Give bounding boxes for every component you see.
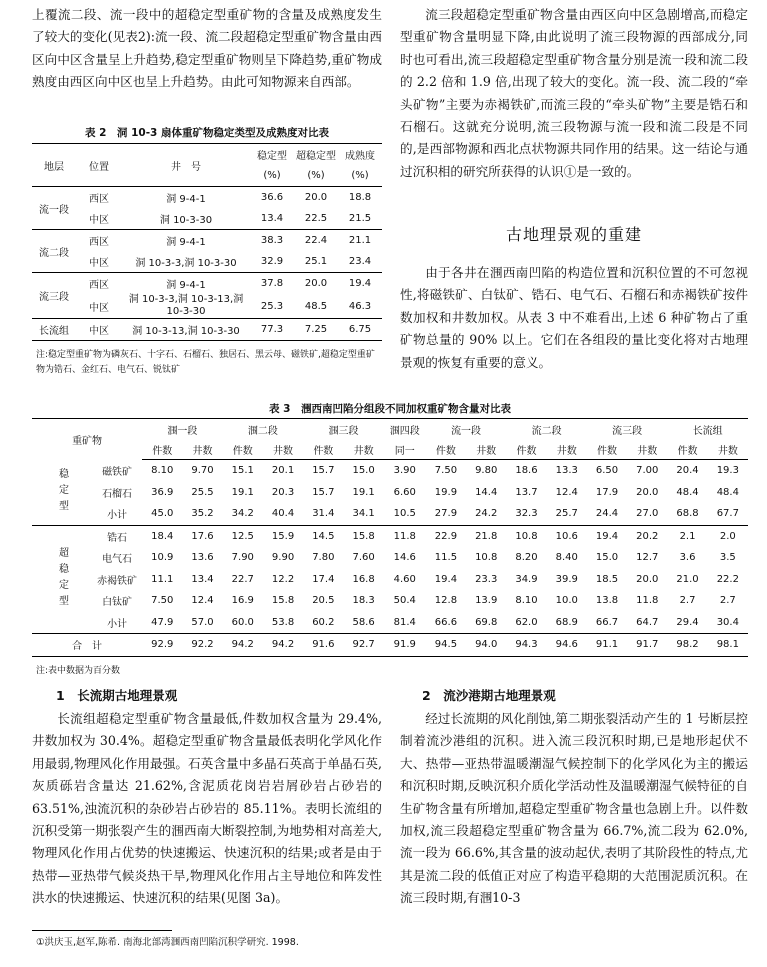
table-row xyxy=(32,482,748,504)
cell: 21.0 xyxy=(676,573,699,585)
cell: 27.0 xyxy=(636,508,659,520)
cell: 68.8 xyxy=(676,508,699,520)
table3-header: 重矿物 xyxy=(72,435,103,447)
table-row xyxy=(32,273,382,295)
cell: 6.75 xyxy=(338,319,382,341)
layer-cell: 长流组 xyxy=(32,319,76,341)
cell: 67.7 xyxy=(716,508,739,520)
cell: 洞 10-3-3,洞 10-3-30 xyxy=(135,258,237,269)
cell: 91.1 xyxy=(587,634,627,657)
table3-group-header: 流二段 xyxy=(531,425,562,437)
cell: 17.6 xyxy=(182,525,222,547)
cell: 12.2 xyxy=(271,573,295,585)
cell: 92.2 xyxy=(182,634,222,657)
table-row xyxy=(32,251,382,273)
cell: 23.4 xyxy=(348,256,372,267)
cell: 12.4 xyxy=(555,486,578,498)
cell: 17.4 xyxy=(312,573,335,585)
cell: 西区 xyxy=(76,230,122,252)
cell: 32.9 xyxy=(260,256,284,267)
cell: 20.1 xyxy=(271,465,295,477)
mineral-name: 赤褐铁矿 xyxy=(97,575,138,587)
cell: 15.8 xyxy=(271,595,295,607)
cell: 中区 xyxy=(89,215,109,226)
cell: 29.4 xyxy=(676,616,699,628)
cell: 18.4 xyxy=(142,525,182,547)
cell: 19.3 xyxy=(716,465,739,477)
cell: 81.4 xyxy=(393,616,416,628)
cell: 9.70 xyxy=(191,465,214,477)
cell: 8.40 xyxy=(555,552,578,564)
cell: 21.1 xyxy=(338,230,382,252)
cell: 13.4 xyxy=(260,213,284,224)
cell: 西区 xyxy=(76,187,122,209)
cell: 西区 xyxy=(76,273,122,295)
table3-type-label: 稳定型 xyxy=(56,468,68,516)
cell: 11.1 xyxy=(151,573,174,585)
section1-title: 1 长流期古地理景观 xyxy=(56,688,178,703)
mineral-name: 磁铁矿 xyxy=(102,467,133,478)
cell: 50.4 xyxy=(393,595,416,607)
cell: 16.9 xyxy=(231,595,254,607)
cell: 18.5 xyxy=(595,573,619,585)
cell: 2.1 xyxy=(667,525,707,547)
table3-group-header: 涠二段 xyxy=(247,425,278,437)
cell: 13.3 xyxy=(555,465,578,477)
table2-header: 井 号 xyxy=(171,161,201,173)
cell: 48.4 xyxy=(716,486,739,498)
cell: 98.1 xyxy=(708,634,748,657)
cell: 3.6 xyxy=(679,552,696,564)
table3-group-header: 长流组 xyxy=(692,425,723,437)
cell: 22.9 xyxy=(426,525,466,547)
cell: 19.4 xyxy=(434,573,458,585)
cell: 94.5 xyxy=(426,634,466,657)
cell: 66.6 xyxy=(434,616,458,628)
table-row xyxy=(32,547,748,569)
cell: 38.3 xyxy=(250,230,294,252)
section2-title: 2 流沙港期古地理景观 xyxy=(422,688,556,703)
right-mid-text xyxy=(400,262,748,374)
table3-subheader: 同一 xyxy=(384,439,426,460)
paragraph: 流三段超稳定型重矿物含量由西区向中区急剧增高,而稳定型重矿物含量明显下降,由此说明了流三段物源的西部成分,同时也可看出,流三段超稳定型重矿物含量分别是流一段和流二段的 2.2 倍和 1.9 倍,出现了较大的变化。流一段、流二段的“牵头矿物”主要为赤褐铁矿,而流三段的“牵头矿物”主要是锆石和石榴石。这就充分说明,流三段物源与流一段和流二段是不同的,是西部物源和西北点状物源共同作用的结果。这一结论与通过沉积相的研究所获得的认识①是一致的。 xyxy=(400,7,748,179)
table-row xyxy=(32,294,382,319)
cell: 94.6 xyxy=(547,634,587,657)
cell: 20.0 xyxy=(636,486,659,498)
table3-subheader: 井数 xyxy=(182,439,222,460)
table-row xyxy=(32,460,748,482)
table3-type-label: 超稳定型 xyxy=(32,525,92,634)
cell: 10.8 xyxy=(475,552,498,564)
cell: 4.60 xyxy=(393,573,416,585)
right-top-text xyxy=(400,4,748,183)
mineral-name: 白钛矿 xyxy=(102,597,133,609)
cell: 22.7 xyxy=(231,573,254,585)
table3-group-header: 涠四段 xyxy=(389,425,420,437)
cell: 7.25 xyxy=(294,319,338,341)
cell: 12.8 xyxy=(434,595,458,607)
mineral-name: 小计 xyxy=(107,618,128,630)
table3-subheader: 井数 xyxy=(708,439,748,460)
cell: 8.10 xyxy=(515,595,538,607)
table2-unit: (%) xyxy=(294,165,338,187)
cell: 洞 10-3-13,洞 10-3-30 xyxy=(122,319,250,341)
table2-caption: 表 2 洞 10-3 扇体重矿物稳定类型及成熟度对比表 xyxy=(84,127,330,139)
table3-subheader: 件数 xyxy=(506,439,546,460)
cell: 24.4 xyxy=(595,508,619,520)
cell: 22.2 xyxy=(716,573,739,585)
cell: 20.0 xyxy=(636,573,659,585)
mineral-name: 锆石 xyxy=(92,525,142,547)
table-row xyxy=(32,525,748,547)
cell: 11.5 xyxy=(434,552,458,564)
table-row xyxy=(32,319,382,341)
layer-cell: 流二段 xyxy=(32,230,76,273)
table-row xyxy=(32,503,748,525)
cell: 13.9 xyxy=(475,595,498,607)
table3-note: 注:表中数据为百分数 xyxy=(36,666,121,676)
cell: 45.0 xyxy=(151,508,174,520)
cell: 36.9 xyxy=(151,486,174,498)
cell: 7.60 xyxy=(352,552,375,564)
cell: 6.50 xyxy=(595,465,619,477)
mineral-name: 石榴石 xyxy=(102,488,133,500)
cell: 9.80 xyxy=(475,465,498,477)
cell: 7.50 xyxy=(434,465,458,477)
cell: 48.4 xyxy=(676,486,699,498)
cell: 11.8 xyxy=(384,525,426,547)
table3-subheader: 井数 xyxy=(263,439,303,460)
cell: 37.8 xyxy=(250,273,294,295)
cell: 98.2 xyxy=(667,634,707,657)
table3-subheader: 件数 xyxy=(142,439,182,460)
cell: 94.2 xyxy=(263,634,303,657)
cell: 10.9 xyxy=(151,552,174,564)
cell: 中区 xyxy=(89,258,109,269)
cell: 14.5 xyxy=(303,525,343,547)
cell: 7.00 xyxy=(636,465,659,477)
right-bottom-text xyxy=(400,708,748,910)
paragraph: 由于各井在涠西南凹陷的构造位置和沉积位置的不可忽视性,将磁铁矿、白钛矿、锆石、电气石、石榴石和赤褐铁矿按件数加权和井数加权。从表 3 中不难看出,上述 6 种矿物占了重矿物总量的 90% 以上。它们在各组段的量比变化将对古地理景观的恢复有重要的意义。 xyxy=(400,265,748,370)
paragraph: 经过长流期的风化削蚀,第二期张裂活动产生的 1 号断层控制着流沙港组的沉积。进入流三段沉积时期,已是地形起伏不大、热带—亚热带温暖潮湿气候控制下的化学风化为主的搬运和沉积时期,反映沉积介质化学活动性及温暖潮湿气候特征的自生矿物含量有所增加,超稳定型重矿物含量也急剧上升。以件数加权,流三段超稳定型重矿物含量为 66.7%,流二段为 62.0%,流一段为 66.6%,其含量的波动起伏,表明了其阶段性的特点,尤其是流二段的低值正对应了构造平稳期的大范围泥质沉积。在流三段时期,有涠10-3 xyxy=(400,711,748,906)
cell: 12.5 xyxy=(223,525,263,547)
cell: 19.9 xyxy=(434,486,458,498)
cell: 7.80 xyxy=(312,552,335,564)
cell: 18.3 xyxy=(352,595,375,607)
cell: 25.5 xyxy=(191,486,214,498)
table3-subheader: 件数 xyxy=(667,439,707,460)
table3-subheader: 井数 xyxy=(627,439,667,460)
table3-group-header: 流三段 xyxy=(612,425,643,437)
cell: 22.4 xyxy=(294,230,338,252)
left-bottom-text xyxy=(32,708,382,910)
cell: 48.5 xyxy=(304,300,328,312)
table3-subheader: 件数 xyxy=(426,439,466,460)
cell: 94.3 xyxy=(506,634,546,657)
cell: 10.5 xyxy=(393,508,416,520)
cell: 6.60 xyxy=(393,486,416,498)
cell: 24.2 xyxy=(475,508,498,520)
cell: 14.6 xyxy=(393,552,416,564)
cell: 20.3 xyxy=(271,486,295,498)
cell: 36.6 xyxy=(250,187,294,209)
table3-subheader: 井数 xyxy=(343,439,383,460)
cell: 12.7 xyxy=(636,552,659,564)
cell: 53.8 xyxy=(271,616,295,628)
cell: 94.0 xyxy=(466,634,506,657)
cell: 2.0 xyxy=(708,525,748,547)
cell: 10.6 xyxy=(547,525,587,547)
cell: 13.8 xyxy=(595,595,619,607)
cell: 77.3 xyxy=(250,319,294,341)
cell: 18.8 xyxy=(338,187,382,209)
layer-cell: 流三段 xyxy=(32,273,76,319)
cell: 15.7 xyxy=(312,486,335,498)
cell: 46.3 xyxy=(348,300,372,312)
cell: 19.1 xyxy=(352,486,375,498)
cell: 92.7 xyxy=(343,634,383,657)
table-row xyxy=(32,569,748,591)
cell: 15.7 xyxy=(312,465,335,477)
table-row xyxy=(32,590,748,612)
section-title: 古地理景观的重建 xyxy=(505,225,642,244)
table2-unit: (%) xyxy=(338,165,382,187)
cell: 18.6 xyxy=(515,465,538,477)
cell: 60.0 xyxy=(231,616,254,628)
cell: 30.4 xyxy=(716,616,739,628)
cell: 13.7 xyxy=(515,486,538,498)
cell: 25.1 xyxy=(304,256,328,267)
cell: 34.2 xyxy=(231,508,254,520)
table3-subheader: 件数 xyxy=(223,439,263,460)
cell: 32.3 xyxy=(515,508,538,520)
cell: 3.90 xyxy=(393,465,416,477)
cell: 39.9 xyxy=(555,573,578,585)
cell: 2.7 xyxy=(679,595,696,607)
paragraph: 上覆流二段、流一段中的超稳定型重矿物的含量及成熟度发生了较大的变化(见表2):流一段、流二段超稳定型重矿物含量由西区向中区含量呈上升趋势,稳定型重矿物则呈下降趋势,重矿物成熟度由西区向中区也呈上升趋势。由此可知物源来自西部。 xyxy=(32,7,382,90)
cell: 62.0 xyxy=(515,616,538,628)
cell: 25.3 xyxy=(260,300,284,312)
cell: 19.4 xyxy=(587,525,627,547)
cell: 58.6 xyxy=(352,616,375,628)
cell: 7.50 xyxy=(151,595,174,607)
cell: 25.7 xyxy=(555,508,578,520)
cell: 8.10 xyxy=(151,465,174,477)
cell: 洞 10-3-3,洞 10-3-13,洞 10-3-30 xyxy=(128,294,244,317)
cell: 34.1 xyxy=(352,508,375,520)
cell: 17.9 xyxy=(595,486,619,498)
cell: 洞 9-4-1 xyxy=(122,187,250,209)
table2-note: 注:稳定型重矿物为磷灰石、十字石、石榴石、独居石、黑云母、磁铁矿,超稳定型重矿物为锆石、金红石、电气石、锐钛矿 xyxy=(36,350,375,375)
cell: 15.8 xyxy=(343,525,383,547)
cell: 60.2 xyxy=(312,616,335,628)
cell: 14.4 xyxy=(475,486,498,498)
cell: 9.90 xyxy=(271,552,295,564)
table3-group-header: 涠三段 xyxy=(328,425,359,437)
cell: 64.7 xyxy=(636,616,659,628)
cell: 洞 9-4-1 xyxy=(122,230,250,252)
cell: 47.9 xyxy=(151,616,174,628)
table2-unit: (%) xyxy=(250,165,294,187)
table3-group-header: 涠一段 xyxy=(167,425,198,437)
cell: 20.2 xyxy=(627,525,667,547)
cell: 66.7 xyxy=(595,616,619,628)
cell: 11.8 xyxy=(636,595,659,607)
cell: 16.8 xyxy=(352,573,375,585)
cell: 15.9 xyxy=(263,525,303,547)
cell: 94.2 xyxy=(223,634,263,657)
cell: 3.5 xyxy=(719,552,736,564)
cell: 68.9 xyxy=(555,616,578,628)
mineral-name: 小计 xyxy=(107,510,128,522)
cell: 92.9 xyxy=(142,634,182,657)
cell: 20.0 xyxy=(294,273,338,295)
table3-group-header: 流一段 xyxy=(451,425,482,437)
total-label: 合 计 xyxy=(32,634,142,657)
cell: 22.5 xyxy=(304,213,328,224)
table-row xyxy=(32,230,382,252)
cell: 20.0 xyxy=(294,187,338,209)
table-row xyxy=(32,187,382,209)
cell: 8.20 xyxy=(515,552,538,564)
cell: 20.4 xyxy=(676,465,699,477)
table2-header: 成熟度 xyxy=(345,151,375,162)
cell: 34.9 xyxy=(515,573,538,585)
cell: 20.5 xyxy=(312,595,335,607)
table2-header: 超稳定型 xyxy=(296,151,336,162)
cell: 31.4 xyxy=(312,508,335,520)
footnote-rule xyxy=(32,930,172,931)
cell: 中区 xyxy=(89,302,109,314)
table2 xyxy=(32,143,382,341)
cell: 35.2 xyxy=(191,508,214,520)
cell: 洞 9-4-1 xyxy=(122,273,250,295)
table2-header: 地层 xyxy=(44,161,64,173)
cell: 91.9 xyxy=(384,634,426,657)
table3-subheader: 井数 xyxy=(547,439,587,460)
cell: 23.3 xyxy=(475,573,498,585)
cell: 21.5 xyxy=(348,213,372,224)
cell: 2.7 xyxy=(719,595,736,607)
cell: 57.0 xyxy=(191,616,214,628)
cell: 19.1 xyxy=(231,486,254,498)
footnote: ①洪庆玉,赵军,陈希. 南海北部湾涠西南凹陷沉积学研究. 1998. xyxy=(36,937,299,948)
table3-subheader: 件数 xyxy=(303,439,343,460)
table3-subheader: 井数 xyxy=(466,439,506,460)
cell: 13.6 xyxy=(191,552,214,564)
table3-caption: 表 3 涠西南凹陷分组段不同加权重矿物含量对比表 xyxy=(269,403,511,415)
table-row xyxy=(32,208,382,230)
cell: 中区 xyxy=(76,319,122,341)
cell: 40.4 xyxy=(271,508,295,520)
cell: 10.0 xyxy=(555,595,578,607)
cell: 21.8 xyxy=(466,525,506,547)
table2-header: 位置 xyxy=(89,161,109,173)
cell: 69.8 xyxy=(475,616,498,628)
table-row xyxy=(32,634,748,657)
cell: 13.4 xyxy=(191,573,214,585)
cell: 19.4 xyxy=(338,273,382,295)
table3-subheader: 件数 xyxy=(587,439,627,460)
cell: 12.4 xyxy=(191,595,214,607)
mineral-name: 电气石 xyxy=(102,554,133,566)
cell: 91.6 xyxy=(303,634,343,657)
cell: 洞 10-3-30 xyxy=(159,215,213,226)
table-row xyxy=(32,612,748,634)
cell: 15.0 xyxy=(595,552,619,564)
layer-cell: 流一段 xyxy=(32,187,76,230)
cell: 15.1 xyxy=(231,465,254,477)
paragraph: 长流组超稳定型重矿物含量最低,件数加权含量为 29.4%,井数加权为 30.4%。超稳定型重矿物含量最低表明化学风化作用最弱,物理风化作用最强。石英含量中多晶石英高于单晶石英,灰质砾岩含量达 21.62%,含泥质花岗岩岩屑砂岩占砂岩的 63.51%,浊流沉积的杂砂岩占砂岩的 85.11%。表明长流组的沉积受第一期张裂产生的涠西南大断裂控制,为地势相对高差大,物理风化作用占优势的快速搬运、快速沉积的结果;或者是由于热带—亚热带气候炎热干旱,物理风化作用占主导地位和阵发性洪水的快速搬运、快速沉积的结果(见图 3a)。 xyxy=(32,711,382,906)
cell: 10.8 xyxy=(506,525,546,547)
cell: 91.7 xyxy=(627,634,667,657)
cell: 7.90 xyxy=(231,552,254,564)
cell: 15.0 xyxy=(352,465,375,477)
left-top-text xyxy=(32,4,382,94)
table2-header: 稳定型 xyxy=(257,151,287,162)
table3 xyxy=(32,418,748,657)
cell: 27.9 xyxy=(434,508,458,520)
